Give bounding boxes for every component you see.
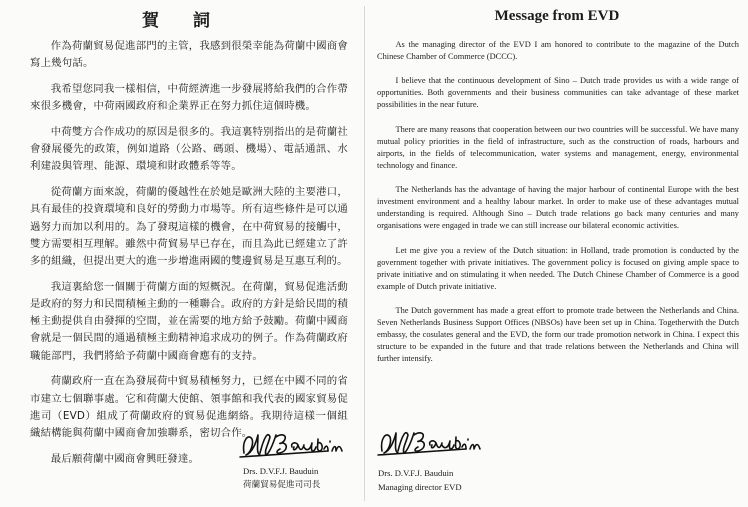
english-signatory-title: Managing director EVD: [378, 482, 462, 492]
signature-image: [238, 423, 350, 463]
chinese-paragraph: 我希望您同我一樣相信，中荷經濟進一步發展將給我們的合作帶來很多機會，中荷兩國政府和企業界正在努力抓住這個時機。: [30, 83, 348, 113]
chinese-signatory-title: 荷蘭貿易促進司司長: [243, 480, 321, 490]
english-paragraph: As the managing director of the EVD I am honored to contribute to the magazine of the Dutch Chinese Chamber of Commerce (DCCC).: [377, 40, 739, 62]
english-paragraph: The Dutch government has made a great effort to promote trade between the Netherlands and China. Seven Netherlands Business Support Offices (NBSOs) have been set up in China. Togetherwith the Dutch embassy, the cosulates general and the EVD, the form our trade promotion network in China. I expect this structure to be expanded in the future and that trade relations between the Netherlands and China will further intensify.: [377, 306, 739, 364]
chinese-paragraph: 荷蘭政府一直在為發展荷中貿易積極努力，已經在中國不同的省市建立七個聯事處。它和荷蘭大使館、領事館和我代表的國家貿易促進司（EVD）組成了荷蘭政府的貿易促進網絡。我期待這樣一個組織結構能與荷蘭中國商會加強聯系，密切合作。: [30, 375, 348, 440]
signature-image: [376, 421, 488, 461]
english-letter-title: Message from EVD: [494, 8, 620, 24]
chinese-paragraph: 我這裏給您一個關于荷蘭方面的短概況。在荷蘭，貿易促進活動是政府的努力和民間積極主動的一種聯合。政府的方針是給民間的積極主動提供自由發揮的空間，並在需要的地方給予鼓勵。荷蘭中國商會就是一個民間的通過積極主動精神追求成功的例子。作為荷蘭政府職能部門，我們將給予荷蘭中國商會應有的支持。: [30, 280, 348, 362]
english-paragraph: I believe that the continuous development of Sino – Dutch trade provides us with a wide range of opportunities. Both governments and their business communities can take advantage of these market possibilities in the near future.: [377, 76, 739, 110]
english-signatory-name: Drs. D.V.F.J. Bauduin: [378, 468, 454, 478]
chinese-letter-title: 賀 詞: [142, 11, 224, 31]
english-paragraph: There are many reasons that cooperation between our two countries will be successful. We have many mutual policy priorities in the field of infrastructure, such as the construction of roads, harbours and airports, in the fields of telecommunication, water systems and management, energy, environmental technology and finance.: [377, 124, 739, 170]
chinese-paragraph: 作為荷蘭貿易促進部門的主管，我感到很榮幸能為荷蘭中國商會寫上幾句話。: [30, 40, 348, 70]
chinese-signatory-name: Drs. D.V.F.J. Bauduin: [243, 466, 319, 476]
english-letter-body: [377, 39, 739, 378]
english-paragraph: Let me give you a review of the Dutch situation: in Holland, trade promotion is conducted by the government together with private initiatives. The government policy is focused on giving ample space to private initiative and on stimulating it when needed. The Dutch Chinese Chamber of Commerce is a good example of Dutch private initiative.: [377, 245, 739, 291]
chinese-letter-body: [30, 38, 348, 477]
chinese-paragraph: 從荷蘭方面來說，荷蘭的優越性在於她是歐洲大陸的主要港口，具有最佳的投資環境和良好的勞動力市場等。所有這些條件是可以通過努力而加以利用的。為了發現這樣的機會，在中荷貿易的接觸中，雙方需要相互理解。雖然中荷貿易早已存在，而且為此已經建立了許多的組織，但提出更大的進一步增進兩國的雙邊貿易是互惠互利的。: [30, 186, 348, 268]
english-paragraph: The Netherlands has the advantage of having the major harbour of continental Europe with the best investment environment and a healthy labour market. In order to make use of these advantages mutual understanding is required. Although Sino – Dutch trade relations go back many centuries and many organisations were engaged in trade we can still increase our bilateral economic activities.: [377, 185, 739, 231]
chinese-paragraph: 最后願荷蘭中國商會興旺發達。: [50, 452, 200, 465]
chinese-letter-page: [0, 0, 366, 507]
page-divider: [364, 6, 365, 501]
chinese-paragraph: 中荷雙方合作成功的原因是很多的。我這裏特别指出的是荷蘭社會發展優先的政策，例如道路（公路、碼頭、機場）、電話通訊、水利建設與管理、能源、環境和財政體系等等。: [30, 126, 348, 173]
